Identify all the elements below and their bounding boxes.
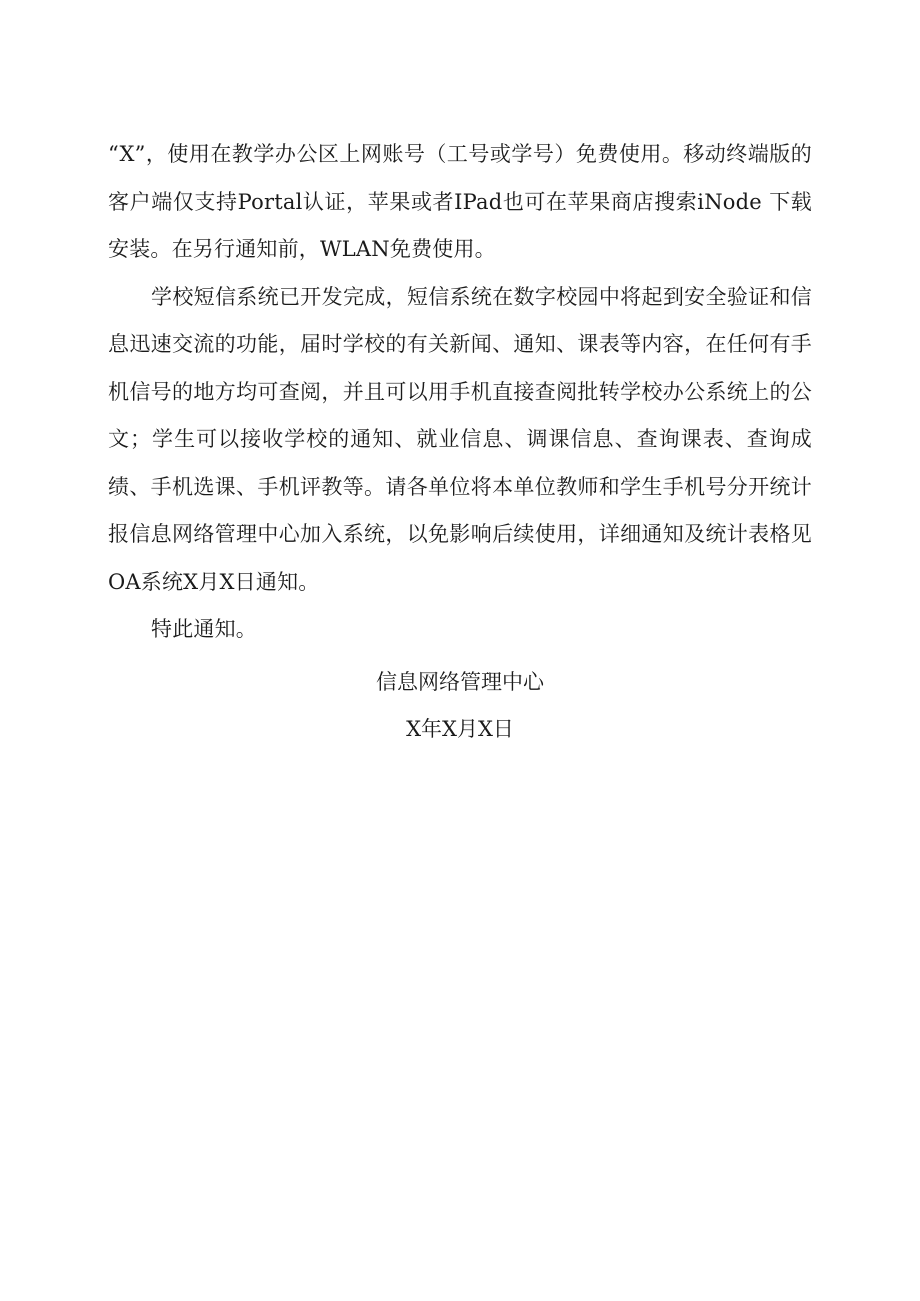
signature-date: X年X月X日: [406, 717, 514, 741]
paragraph-closing: 特此通知。: [151, 617, 257, 641]
paragraph-wlan: “X”，使用在教学办公区上网账号（工号或学号）免费使用。移动终端版的客户端仅支持Portal认证，苹果或者IPad也可在苹果商店搜索iNode 下载安装。在另行通知前，WLAN免费使用。: [108, 142, 812, 261]
signature-organization: 信息网络管理中心: [376, 670, 544, 694]
paragraph-sms-system: 学校短信系统已开发完成，短信系统在数字校园中将起到安全验证和信息迅速交流的功能，届时学校的有关新闻、通知、课表等内容，在任何有手机信号的地方均可查阅，并且可以用手机直接查阅批转学校办公系统上的公文；学生可以接收学校的通知、就业信息、调课信息、查询课表、查询成绩、手机选课、手机评教等。请各单位将本单位教师和学生手机号分开统计报信息网络管理中心加入系统，以免影响后续使用，详细通知及统计表格见OA系统X月X日通知。: [108, 284, 812, 594]
document-body: [108, 131, 812, 654]
